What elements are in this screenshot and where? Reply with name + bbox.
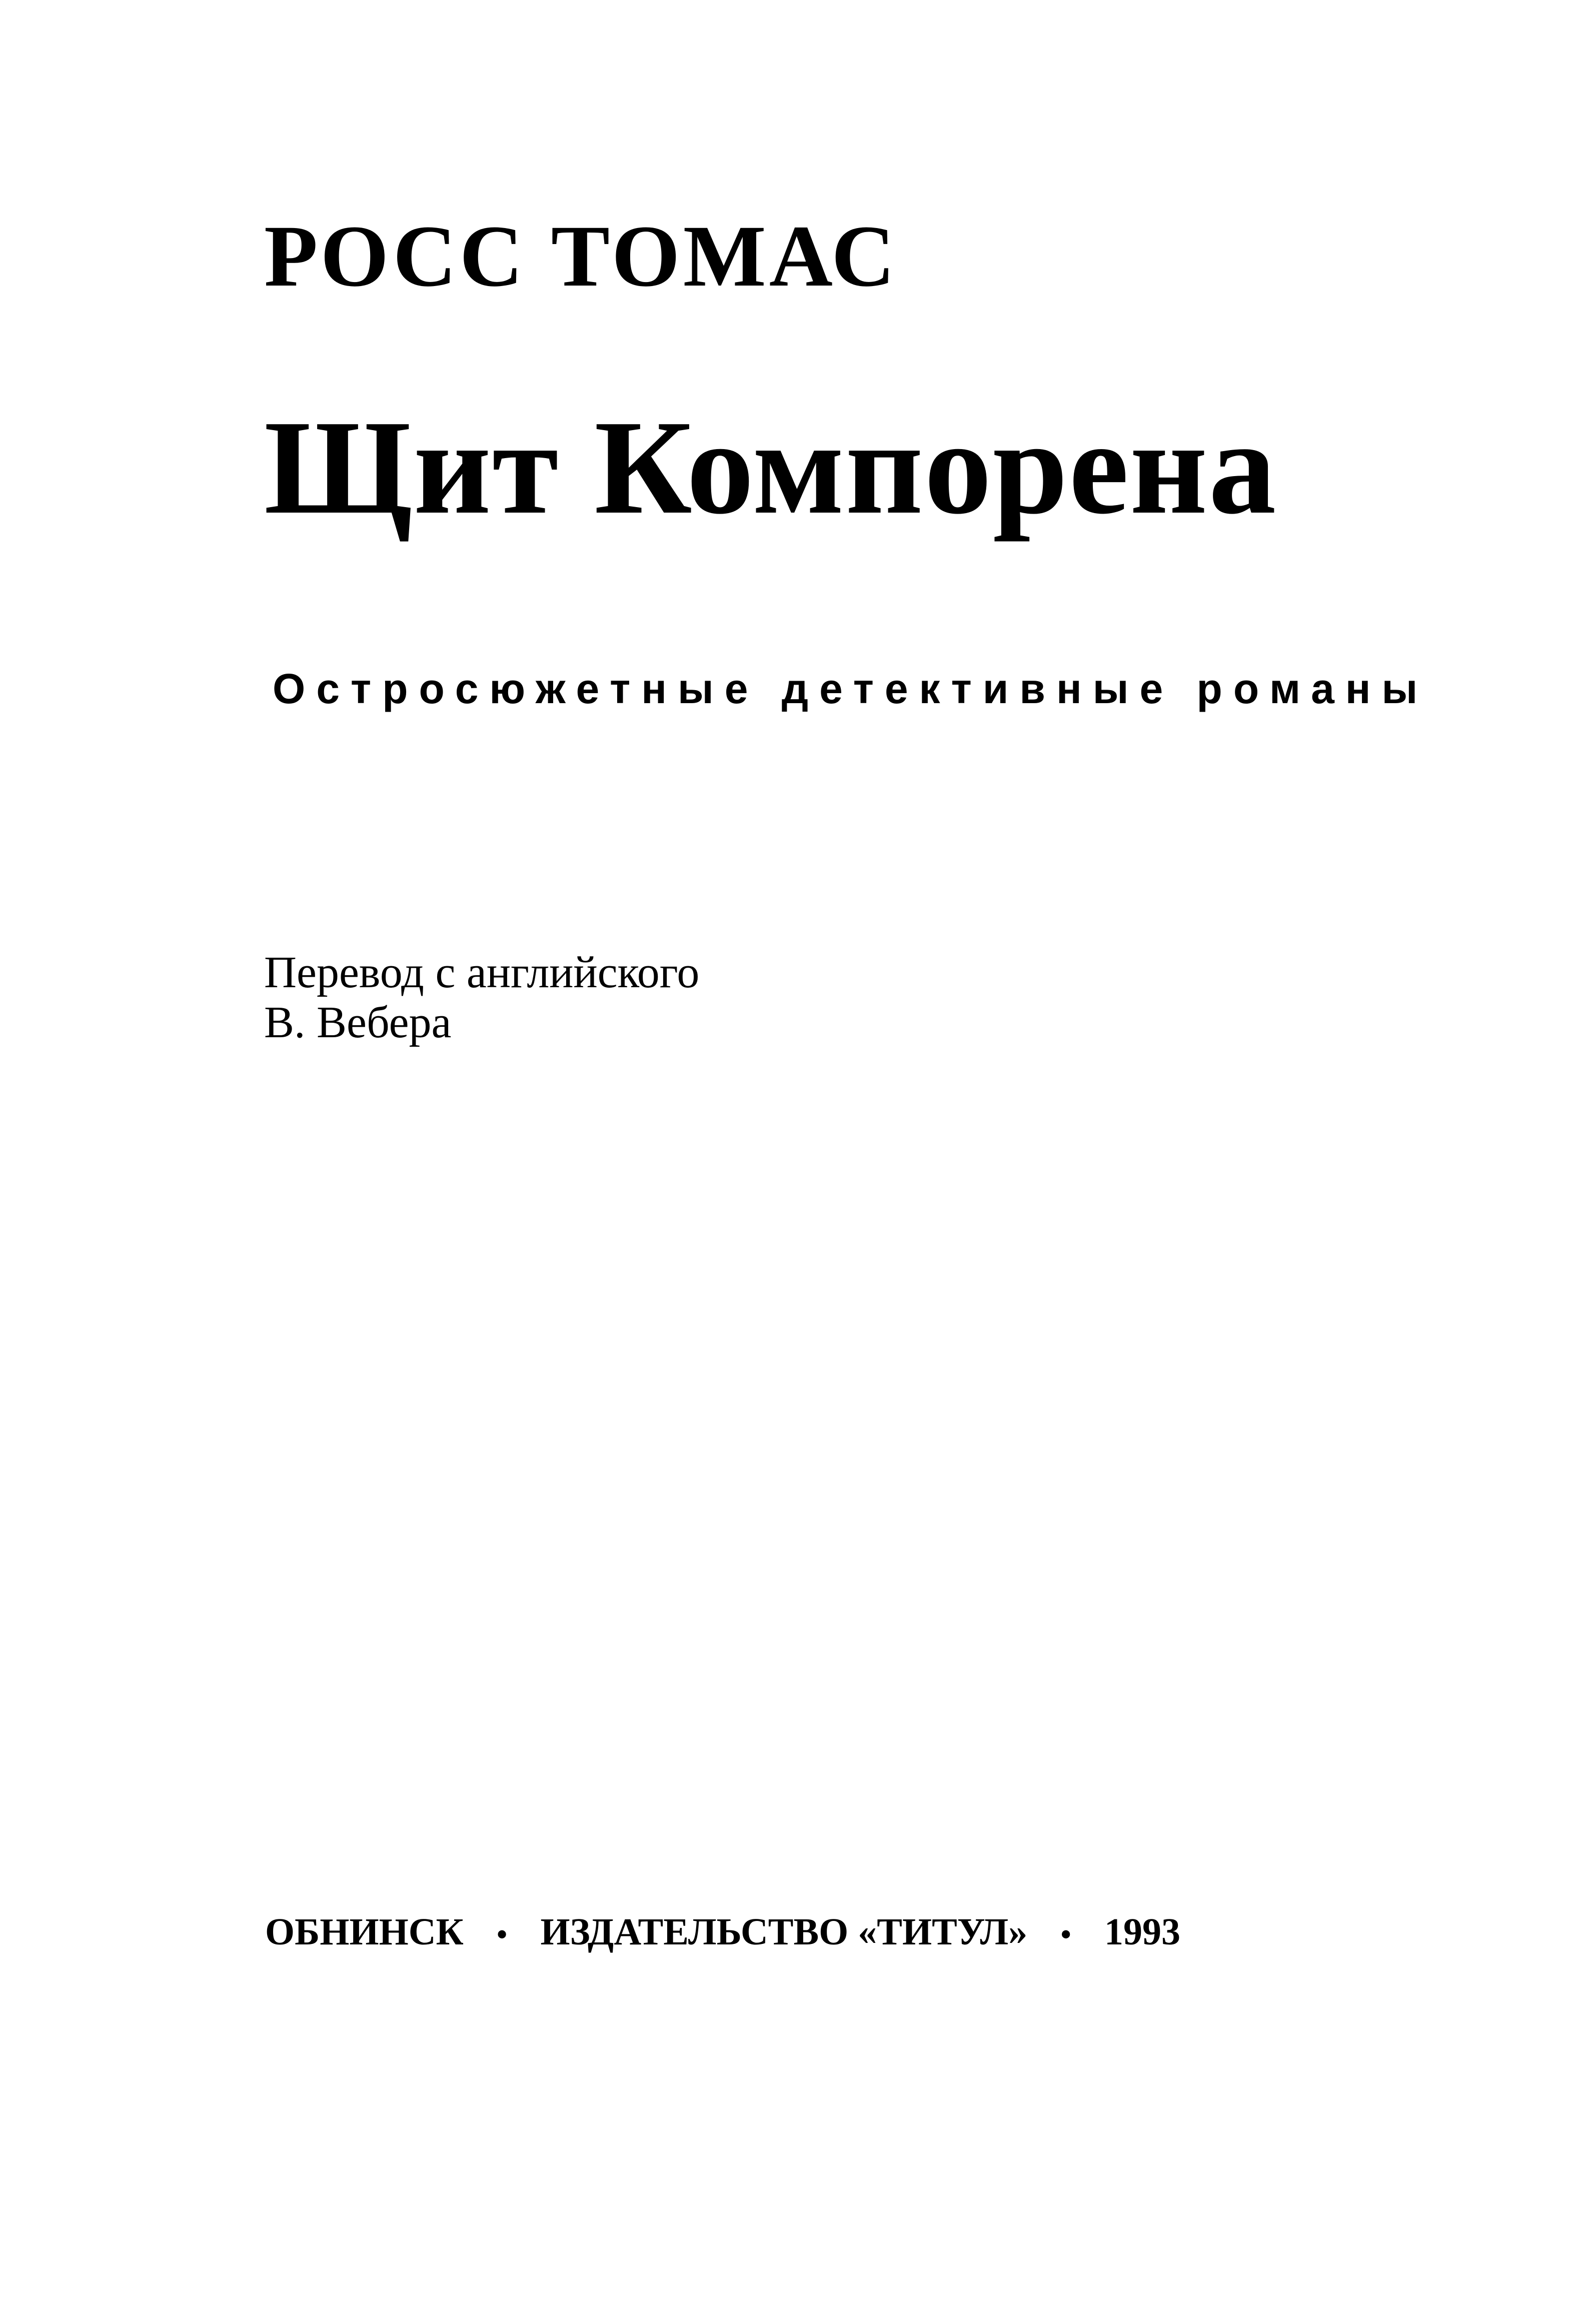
bullet-separator-icon: • xyxy=(497,1918,508,1951)
imprint-publisher: ИЗДАТЕЛЬСТВО «ТИТУЛ» xyxy=(540,1911,1028,1953)
imprint-year: 1993 xyxy=(1104,1911,1180,1953)
bullet-separator-icon: • xyxy=(1060,1918,1071,1951)
series-name: Остросюжетные детективные романы xyxy=(273,665,1429,712)
book-title: Щит Компорена xyxy=(264,393,1277,542)
translation-note: Перевод с английского xyxy=(264,948,700,997)
imprint-city: ОБНИНСК xyxy=(265,1911,464,1953)
author-name: РОСС ТОМАС xyxy=(264,208,898,305)
imprint-line xyxy=(265,1913,1180,1951)
translator-name: В. Вебера xyxy=(264,998,452,1047)
